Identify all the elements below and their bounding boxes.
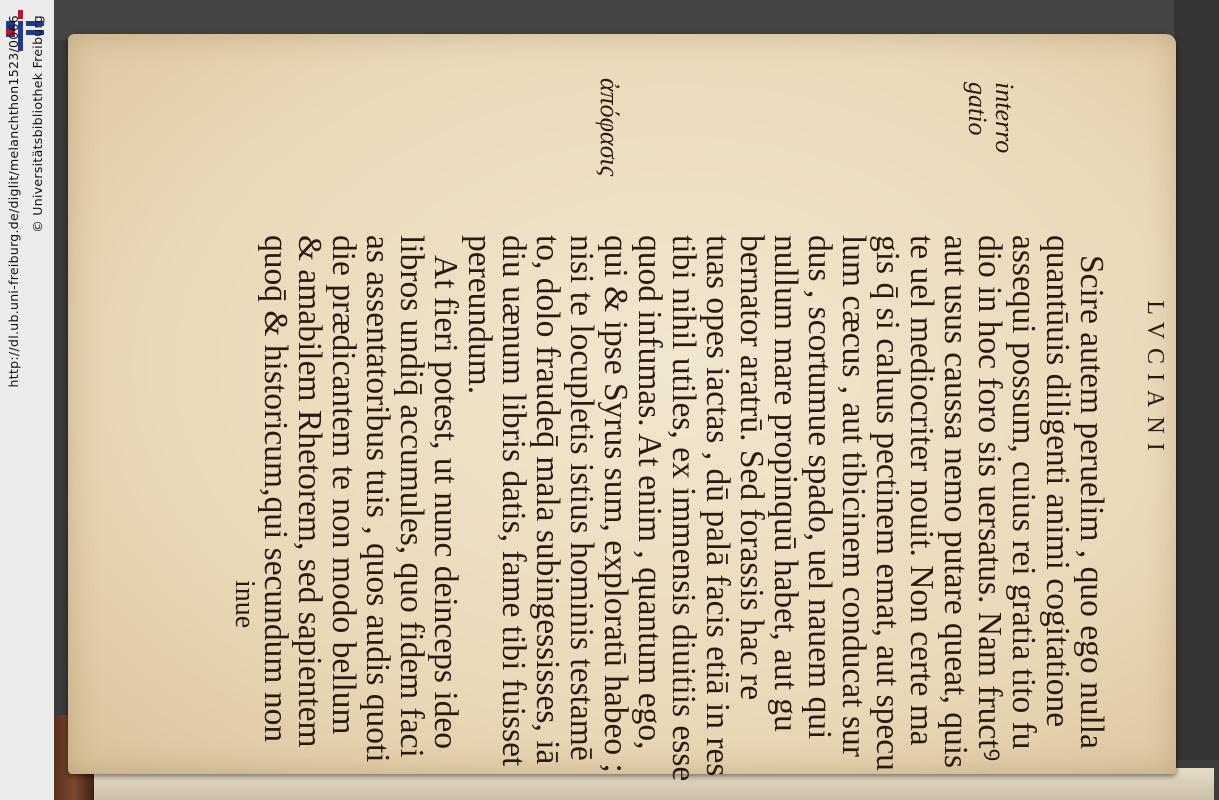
text-line: die prædicantem te non modo bellum <box>325 235 362 735</box>
text-line: Scire autem peruelim , quo ego nulla <box>1073 255 1110 749</box>
text-line: pereundum. <box>461 235 498 395</box>
text-line: aut usus caussa nemo putare queat, quis <box>937 235 974 769</box>
text-line: dus , scortumue spado, uel nauem qui <box>801 235 838 740</box>
text-line: to, dolo fraudeq̄ mala subingessisses, iā <box>529 235 566 765</box>
text-line: At fieri potest, ut nunc deinceps ideo <box>427 255 464 749</box>
text-line: gis q̄ si caluus pectinem emat, aut specu <box>869 235 906 771</box>
text-line: quod infumas. At enim , quantum ego, <box>631 235 668 750</box>
margin-note-line: gatio <box>962 82 992 136</box>
text-line: tuas opes iactas , dū palā facis etiā in res <box>699 235 736 777</box>
text-line: lum cæcus , aut tibicinem conducat sur <box>835 235 872 757</box>
text-line: quoq̄ & historicum,qui secundum non <box>257 235 294 743</box>
scan-background-right <box>1174 0 1219 800</box>
margin-note-interrogatio <box>963 82 1018 153</box>
running-head: LVCIANI <box>1142 300 1168 460</box>
margin-note-apophasis: ἀπόφασις <box>595 78 624 177</box>
scanned-page-viewer <box>54 0 1219 800</box>
copyright-notice: © Universitätsbibliothek Freiburg <box>30 15 45 233</box>
text-line: quantūuis diligenti animi cogitatione <box>1039 235 1076 728</box>
text-line: bernator aratrū. Sed forassis hac re <box>733 235 770 701</box>
credit-text <box>0 0 54 800</box>
text-line: nisi te locupletis istius hominis testamē <box>563 235 600 761</box>
margin-note-line: interro <box>990 82 1019 154</box>
text-line: te uel mediocriter nouit. Non certe ma <box>903 235 940 746</box>
text-line: assequi possum, cuius rei gratia tito fu <box>1005 235 1042 750</box>
text-line: nullum mare propinquū habet, aut gu <box>767 235 804 732</box>
text-line: libros undiq̄ accumules, quo fidem faci <box>393 235 430 758</box>
text-line: & amabilem Rhetorem, sed sapientem <box>291 235 328 748</box>
text-line: as assentatoribus tuis , quos audis quoti <box>359 235 396 763</box>
catchword: inue <box>229 580 260 629</box>
printed-text-block <box>229 78 1178 782</box>
text-line: dio in hoc foro sis uersatus. Nam fructꝰ <box>971 235 1008 762</box>
text-line: diu uænum libris datis, fame tibi fuisset <box>495 235 532 767</box>
text-line: qui & ipse Syrus sum, exploratū habeo ; <box>597 235 634 773</box>
source-url[interactable]: http://dl.ub.uni-freiburg.de/diglit/melanchthon1523/0066 <box>6 15 21 388</box>
viewer-sidebar <box>0 0 55 800</box>
text-line: tibi nihil utiles, ex immensis diuitiis esse <box>665 235 702 782</box>
